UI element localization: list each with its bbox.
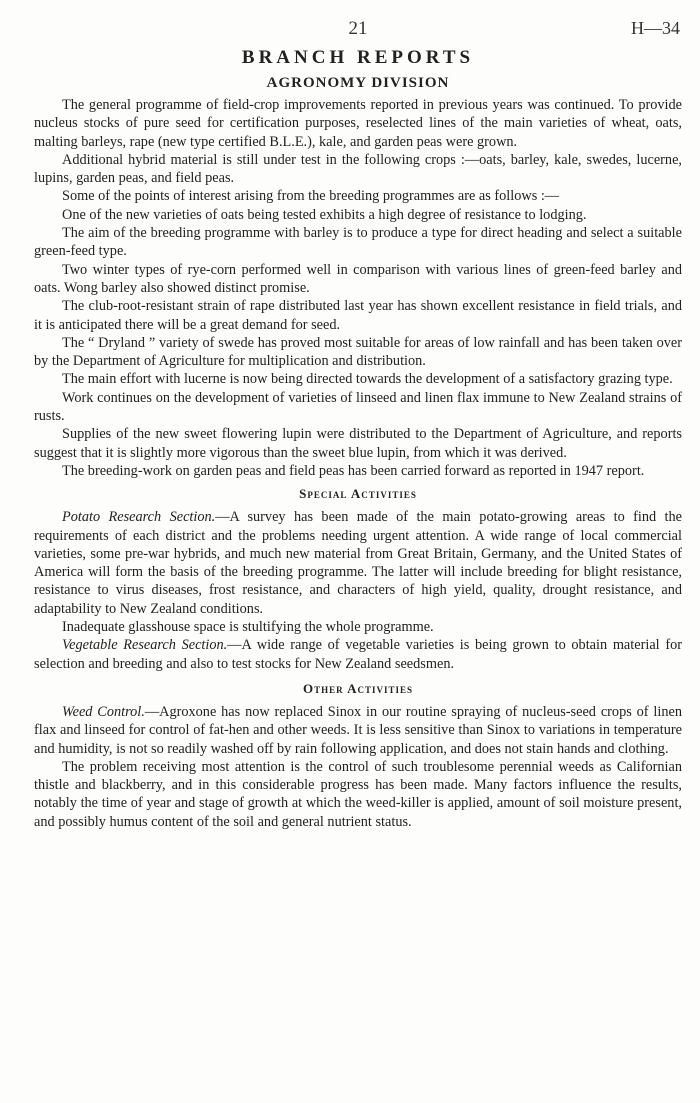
paragraph-peas: The breeding-work on garden peas and field peas has been carried forward as reported in 1947 report. xyxy=(62,462,645,479)
division-heading: AGRONOMY DIVISION xyxy=(266,75,450,91)
weed-control-lead: Weed Control. xyxy=(62,703,145,720)
document-page xyxy=(34,0,682,831)
paragraph-lucerne: The main effort with lucerne is now being directed towards the development of a satisfactory grazing type. xyxy=(62,371,673,388)
vegetable-research-text: —A wide range of vegetable varieties is being grown to obtain material for selection and breeding and also to test stocks for New Zealand seedsmen. xyxy=(34,637,682,672)
potato-research-lead: Potato Research Section. xyxy=(62,509,216,526)
paragraph-weed-control xyxy=(34,703,682,758)
vegetable-research-lead: Vegetable Research Section. xyxy=(62,637,228,654)
paragraph-lupin: Supplies of the new sweet flowering lupin were distributed to the Department of Agriculture, and reports suggest that it is slightly more vigorous than the sweet blue lupin, from which it was derived. xyxy=(34,426,682,461)
paragraph-swede: The “ Dryland ” variety of swede has proved most suitable for areas of low rainfall and has been taken over by the Department of Agriculture for multiplication and distribution. xyxy=(34,334,682,370)
paragraph-potato-research xyxy=(34,508,682,618)
paragraph-perennial-weeds: The problem receiving most attention is the control of such troublesome perennial weeds as Californian thistle and blackberry, and in this considerable progress has been made. Many factors influence the results, notably the time of year and stage of growth at which the weed-killer is applied, amount of soil moisture present, and possibly humus content of the soil and general nutrient status. xyxy=(34,758,682,830)
weed-control-text: —Agroxone has now replaced Sinox in our routine spraying of nucleus-seed crops of linen flax and linseed for control of fat-hen and other weeds. It is less sensitive than Sinox to variations in temperature and humidity, is not so readily washed off by rain following application, and does not stain hands and clothing. xyxy=(34,703,682,757)
potato-research-text: —A survey has been made of the main potato-growing areas to find the requirements of each district and the problems needing urgent attention. A wide range of local commercial varieties, some pre-war hybrids, and much new material from Great Britain, Germany, and the United States of America will form the basis of the breeding programme. The latter will include breeding for blight resistance, resistance to virus diseases, frost resistance, and characters of high yield, quality, drought resistance, and adaptability to New Zealand conditions. xyxy=(34,509,682,617)
paragraph-hybrid-material: Additional hybrid material is still under test in the following crops :—oats, barley, kale, swedes, lucerne, lupins, garden peas, and field peas. xyxy=(34,151,682,187)
other-activities-heading: Other Activities xyxy=(302,680,414,696)
document-reference: H—34 xyxy=(631,18,680,38)
page-header xyxy=(34,0,682,44)
paragraph-vegetable-research xyxy=(34,636,682,673)
page-number: 21 xyxy=(348,18,368,39)
paragraph-glasshouse: Inadequate glasshouse space is stultifying the whole programme. xyxy=(62,619,434,636)
page-title: BRANCH REPORTS xyxy=(241,47,475,68)
paragraph-oats: One of the new varieties of oats being tested exhibits a high degree of resistance to lodging. xyxy=(62,206,587,223)
paragraph-linseed-flax: Work continues on the development of varieties of linseed and linen flax immune to New Zealand strains of rusts. xyxy=(34,389,682,425)
paragraph-general-programme: The general programme of field-crop improvements reported in previous years was continued. To provide nucleus stocks of pure seed for certification purposes, reselected lines of the main varieties of wheat, oats, malting barleys, rape (new type certified B.L.E.), kale, and garden peas were grown. xyxy=(34,97,682,150)
paragraph-barley: The aim of the breeding programme with barley is to produce a type for direct heading and select a suitable green-feed type. xyxy=(34,225,682,260)
paragraph-rye-corn: Two winter types of rye-corn performed well in comparison with various lines of green-feed barley and oats. Wong barley also showed distinct promise. xyxy=(34,261,682,296)
paragraph-points-of-interest: Some of the points of interest arising from the breeding programmes are as follows :— xyxy=(62,188,560,205)
paragraph-rape: The club-root-resistant strain of rape distributed last year has shown excellent resistance in field trials, and it is anticipated there will be a great demand for seed. xyxy=(34,298,682,333)
special-activities-heading: Special Activities xyxy=(299,486,417,502)
